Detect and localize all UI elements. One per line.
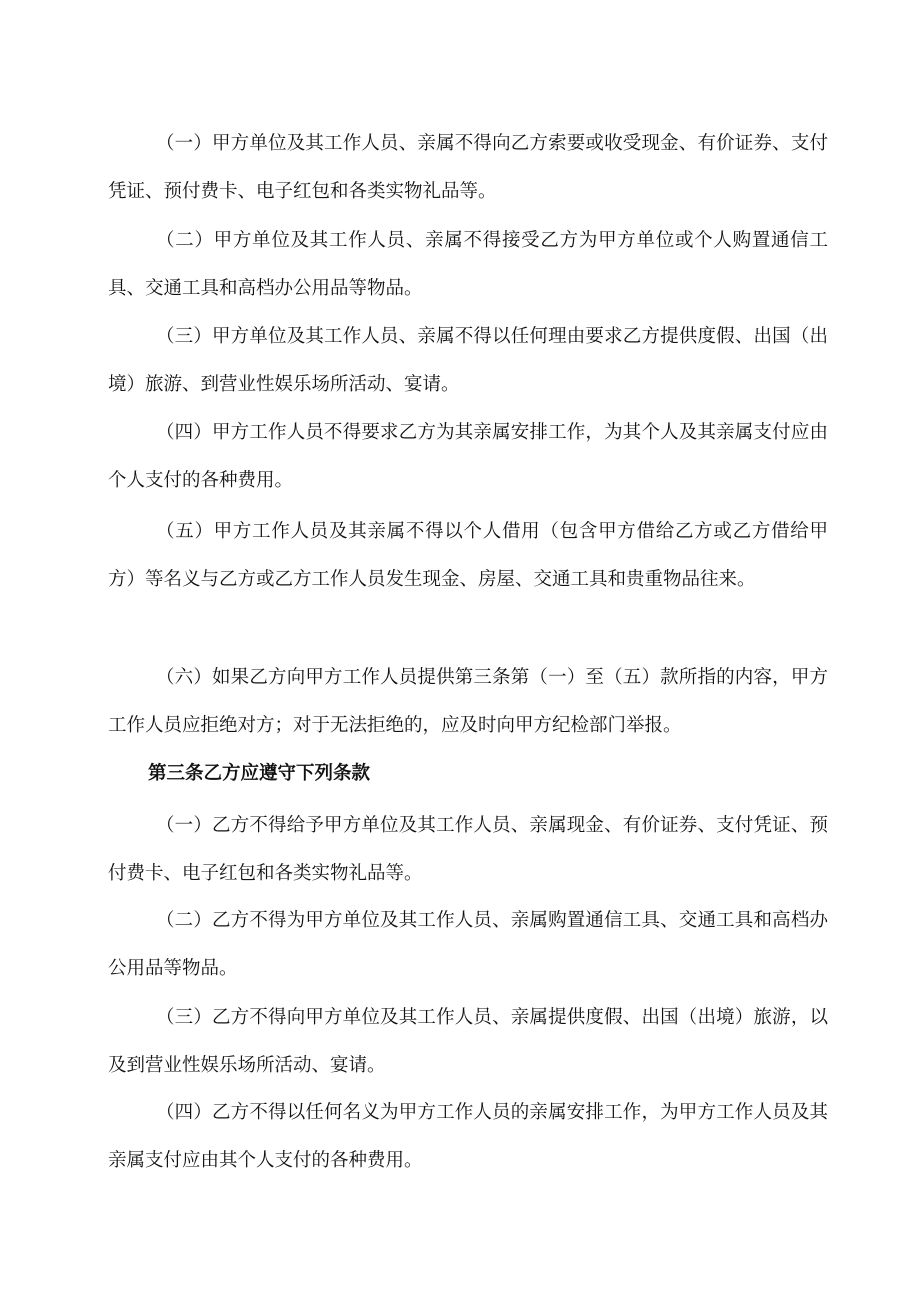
clause-paragraph: （一）甲方单位及其工作人员、亲属不得向乙方索要或收受现金、有价证券、支付凭证、预付费卡、电子红包和各类实物礼品等。 bbox=[108, 133, 828, 202]
section-heading: 第三条乙方应遵守下列条款 bbox=[148, 763, 371, 784]
clause-paragraph: （三）甲方单位及其工作人员、亲属不得以任何理由要求乙方提供度假、出国（出境）旅游、到营业性娱乐场所活动、宴请。 bbox=[108, 326, 828, 395]
clause-paragraph: （二）甲方单位及其工作人员、亲属不得接受乙方为甲方单位或个人购置通信工具、交通工具和高档办公用品等物品。 bbox=[108, 230, 828, 299]
clause-paragraph: （六）如果乙方向甲方工作人员提供第三条第（一）至（五）款所指的内容，甲方工作人员应拒绝对方；对于无法拒绝的，应及时向甲方纪检部门举报。 bbox=[108, 667, 828, 736]
clause-paragraph: （二）乙方不得为甲方单位及其工作人员、亲属购置通信工具、交通工具和高档办公用品等物品。 bbox=[108, 910, 828, 979]
clause-paragraph: （一）乙方不得给予甲方单位及其工作人员、亲属现金、有价证券、支付凭证、预付费卡、电子红包和各类实物礼品等。 bbox=[108, 815, 828, 884]
clause-paragraph: （五）甲方工作人员及其亲属不得以个人借用（包含甲方借给乙方或乙方借给甲方）等名义与乙方或乙方工作人员发生现金、房屋、交通工具和贵重物品往来。 bbox=[108, 521, 828, 590]
clause-paragraph: （三）乙方不得向甲方单位及其工作人员、亲属提供度假、出国（出境）旅游，以及到营业性娱乐场所活动、宴请。 bbox=[108, 1007, 828, 1076]
clause-paragraph: （四）乙方不得以任何名义为甲方工作人员的亲属安排工作，为甲方工作人员及其亲属支付应由其个人支付的各种费用。 bbox=[108, 1102, 828, 1171]
clause-paragraph: （四）甲方工作人员不得要求乙方为其亲属安排工作，为其个人及其亲属支付应由个人支付的各种费用。 bbox=[108, 422, 828, 491]
